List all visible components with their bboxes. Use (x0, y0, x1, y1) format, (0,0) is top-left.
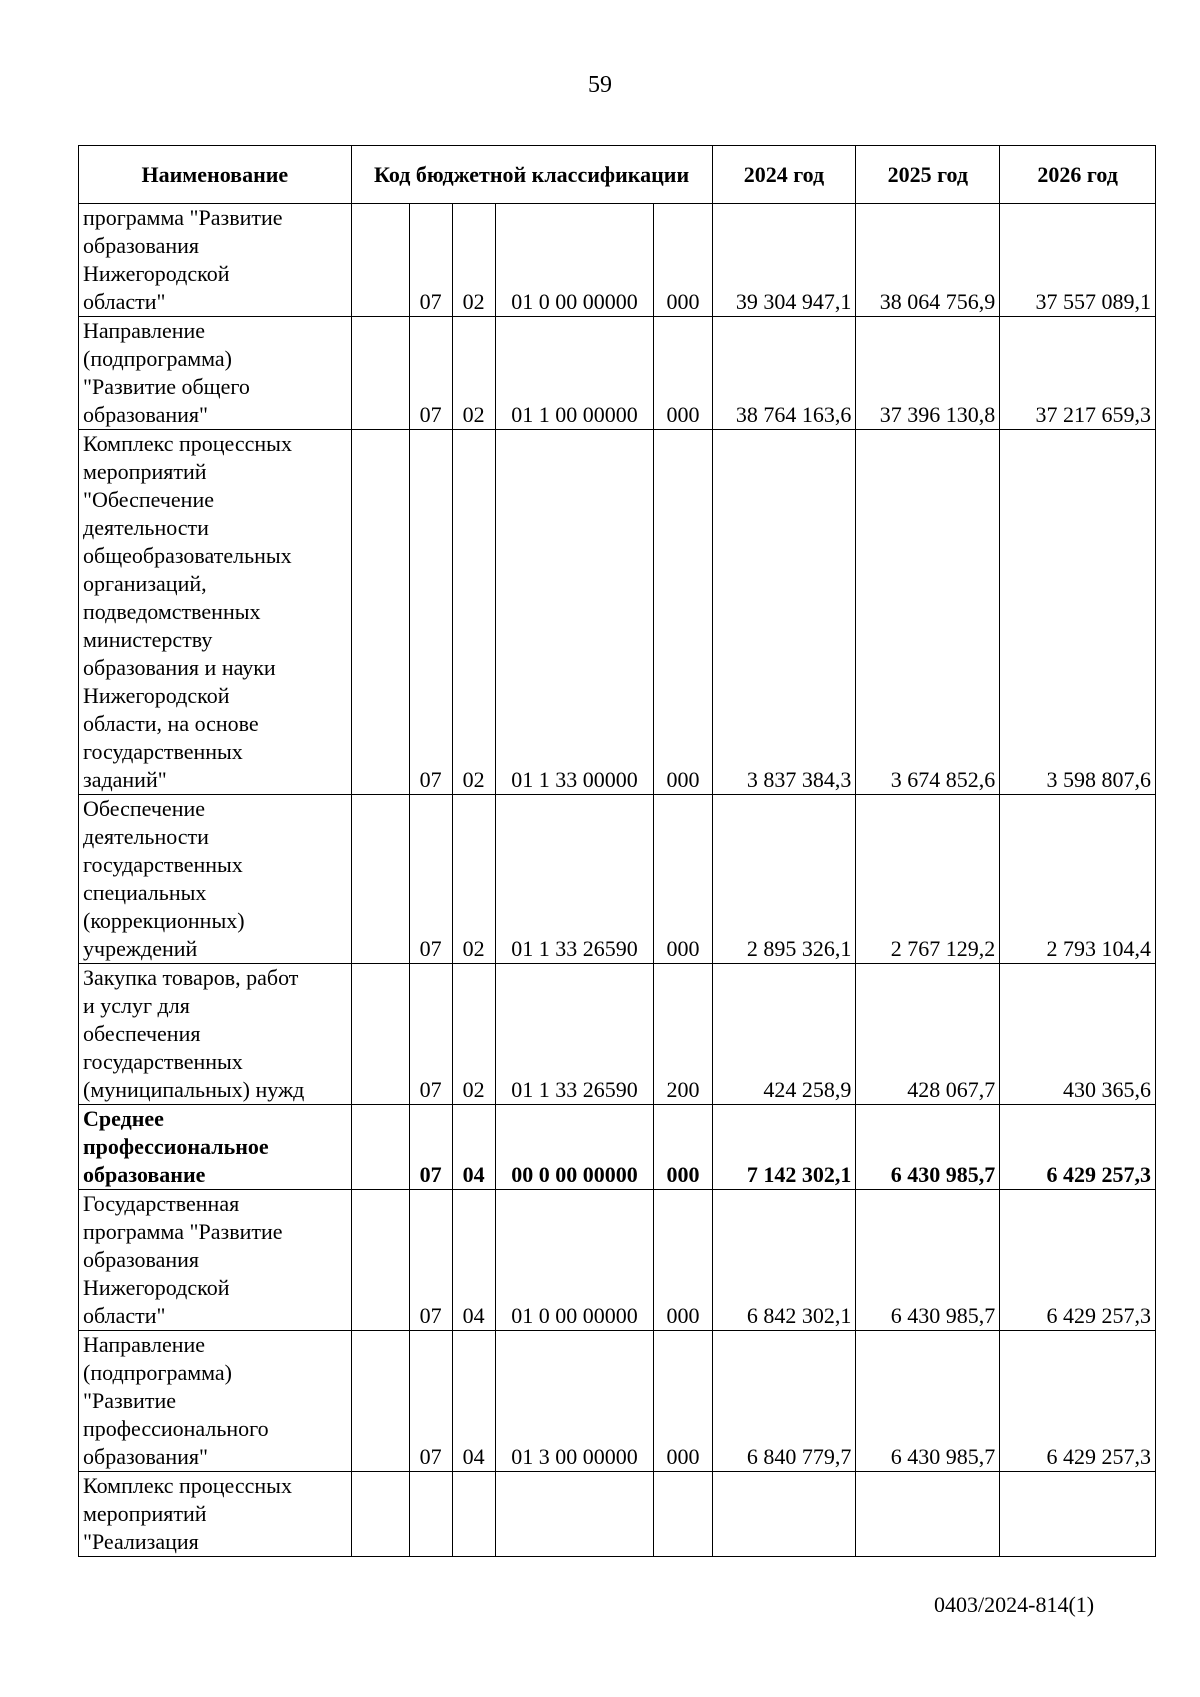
cell-2025: 6 430 985,7 (856, 1190, 1000, 1331)
cell-blank (351, 795, 409, 964)
cell-target-article: 01 1 33 26590 (495, 795, 654, 964)
cell-2026: 6 429 257,3 (1000, 1190, 1156, 1331)
cell-name: Обеспечение деятельности государственных специальных (коррекционных) учреждений (79, 795, 352, 964)
cell-expense-type: 000 (654, 204, 712, 317)
cell-2025: 38 064 756,9 (856, 204, 1000, 317)
cell-2025: 6 430 985,7 (856, 1105, 1000, 1190)
cell-target-article: 01 0 00 00000 (495, 1190, 654, 1331)
cell-2025: 2 767 129,2 (856, 795, 1000, 964)
cell-target-article (495, 1472, 654, 1557)
cell-blank (351, 1105, 409, 1190)
cell-name: Комплекс процессных мероприятий "Обеспечение деятельности общеобразовательных организаций, подведомственных министерству образования и науки Нижегородской области, на основе государственных заданий" (79, 430, 352, 795)
table-row (79, 1105, 1156, 1190)
cell-target-article: 01 1 00 00000 (495, 317, 654, 430)
cell-2024 (712, 1472, 856, 1557)
cell-2025: 37 396 130,8 (856, 317, 1000, 430)
table-row (79, 1190, 1156, 1331)
cell-2026: 430 365,6 (1000, 964, 1156, 1105)
cell-subsection: 02 (452, 430, 495, 795)
table-row (79, 964, 1156, 1105)
cell-section: 07 (409, 1190, 452, 1331)
cell-subsection (452, 1472, 495, 1557)
cell-2026: 2 793 104,4 (1000, 795, 1156, 964)
cell-2025: 428 067,7 (856, 964, 1000, 1105)
cell-expense-type: 000 (654, 795, 712, 964)
cell-expense-type: 000 (654, 1190, 712, 1331)
cell-blank (351, 430, 409, 795)
cell-name: Среднее профессиональное образование (79, 1105, 352, 1190)
cell-2024: 38 764 163,6 (712, 317, 856, 430)
table-row (79, 204, 1156, 317)
cell-2024: 2 895 326,1 (712, 795, 856, 964)
cell-2025 (856, 1472, 1000, 1557)
table-header-row (79, 146, 1156, 204)
cell-2024: 39 304 947,1 (712, 204, 856, 317)
cell-blank (351, 1472, 409, 1557)
cell-blank (351, 317, 409, 430)
cell-target-article: 01 3 00 00000 (495, 1331, 654, 1472)
page-number: 59 (588, 72, 612, 98)
table-row (79, 1472, 1156, 1557)
header-code: Код бюджетной классификации (351, 146, 712, 204)
header-2025: 2025 год (856, 146, 1000, 204)
cell-expense-type: 000 (654, 1105, 712, 1190)
cell-2024: 424 258,9 (712, 964, 856, 1105)
cell-subsection: 02 (452, 795, 495, 964)
cell-blank (351, 1331, 409, 1472)
cell-expense-type: 000 (654, 317, 712, 430)
cell-subsection: 02 (452, 204, 495, 317)
cell-section (409, 1472, 452, 1557)
cell-2024: 6 840 779,7 (712, 1331, 856, 1472)
cell-expense-type: 000 (654, 1331, 712, 1472)
cell-name: Государственная программа "Развитие образования Нижегородской области" (79, 1190, 352, 1331)
cell-expense-type: 000 (654, 430, 712, 795)
cell-section: 07 (409, 430, 452, 795)
cell-blank (351, 964, 409, 1105)
cell-section: 07 (409, 964, 452, 1105)
cell-2026: 37 217 659,3 (1000, 317, 1156, 430)
cell-name: Направление (подпрограмма) "Развитие профессионального образования" (79, 1331, 352, 1472)
header-2024: 2024 год (712, 146, 856, 204)
cell-2024: 3 837 384,3 (712, 430, 856, 795)
cell-subsection: 04 (452, 1331, 495, 1472)
cell-blank (351, 1190, 409, 1331)
cell-section: 07 (409, 1331, 452, 1472)
cell-expense-type: 200 (654, 964, 712, 1105)
cell-name: программа "Развитие образования Нижегородской области" (79, 204, 352, 317)
cell-subsection: 04 (452, 1190, 495, 1331)
table-row (79, 430, 1156, 795)
cell-name: Направление (подпрограмма) "Развитие общего образования" (79, 317, 352, 430)
cell-target-article: 01 1 33 00000 (495, 430, 654, 795)
cell-section: 07 (409, 204, 452, 317)
cell-2024: 7 142 302,1 (712, 1105, 856, 1190)
cell-target-article: 01 1 33 26590 (495, 964, 654, 1105)
cell-2026: 6 429 257,3 (1000, 1331, 1156, 1472)
table-row (79, 795, 1156, 964)
cell-2026: 6 429 257,3 (1000, 1105, 1156, 1190)
cell-subsection: 04 (452, 1105, 495, 1190)
document-code: 0403/2024-814(1) (934, 1592, 1095, 1617)
cell-2026: 37 557 089,1 (1000, 204, 1156, 317)
cell-section: 07 (409, 795, 452, 964)
cell-name: Комплекс процессных мероприятий "Реализация (79, 1472, 352, 1557)
table-row (79, 1331, 1156, 1472)
cell-2026: 3 598 807,6 (1000, 430, 1156, 795)
cell-section: 07 (409, 317, 452, 430)
cell-subsection: 02 (452, 317, 495, 430)
cell-subsection: 02 (452, 964, 495, 1105)
cell-target-article: 01 0 00 00000 (495, 204, 654, 317)
cell-expense-type (654, 1472, 712, 1557)
header-2026: 2026 год (1000, 146, 1156, 204)
table-row (79, 317, 1156, 430)
cell-2026 (1000, 1472, 1156, 1557)
cell-target-article: 00 0 00 00000 (495, 1105, 654, 1190)
cell-section: 07 (409, 1105, 452, 1190)
header-name: Наименование (79, 146, 352, 204)
cell-2025: 3 674 852,6 (856, 430, 1000, 795)
cell-2024: 6 842 302,1 (712, 1190, 856, 1331)
cell-name: Закупка товаров, работ и услуг для обеспечения государственных (муниципальных) нужд (79, 964, 352, 1105)
cell-blank (351, 204, 409, 317)
cell-2025: 6 430 985,7 (856, 1331, 1000, 1472)
budget-table (78, 145, 1156, 1557)
